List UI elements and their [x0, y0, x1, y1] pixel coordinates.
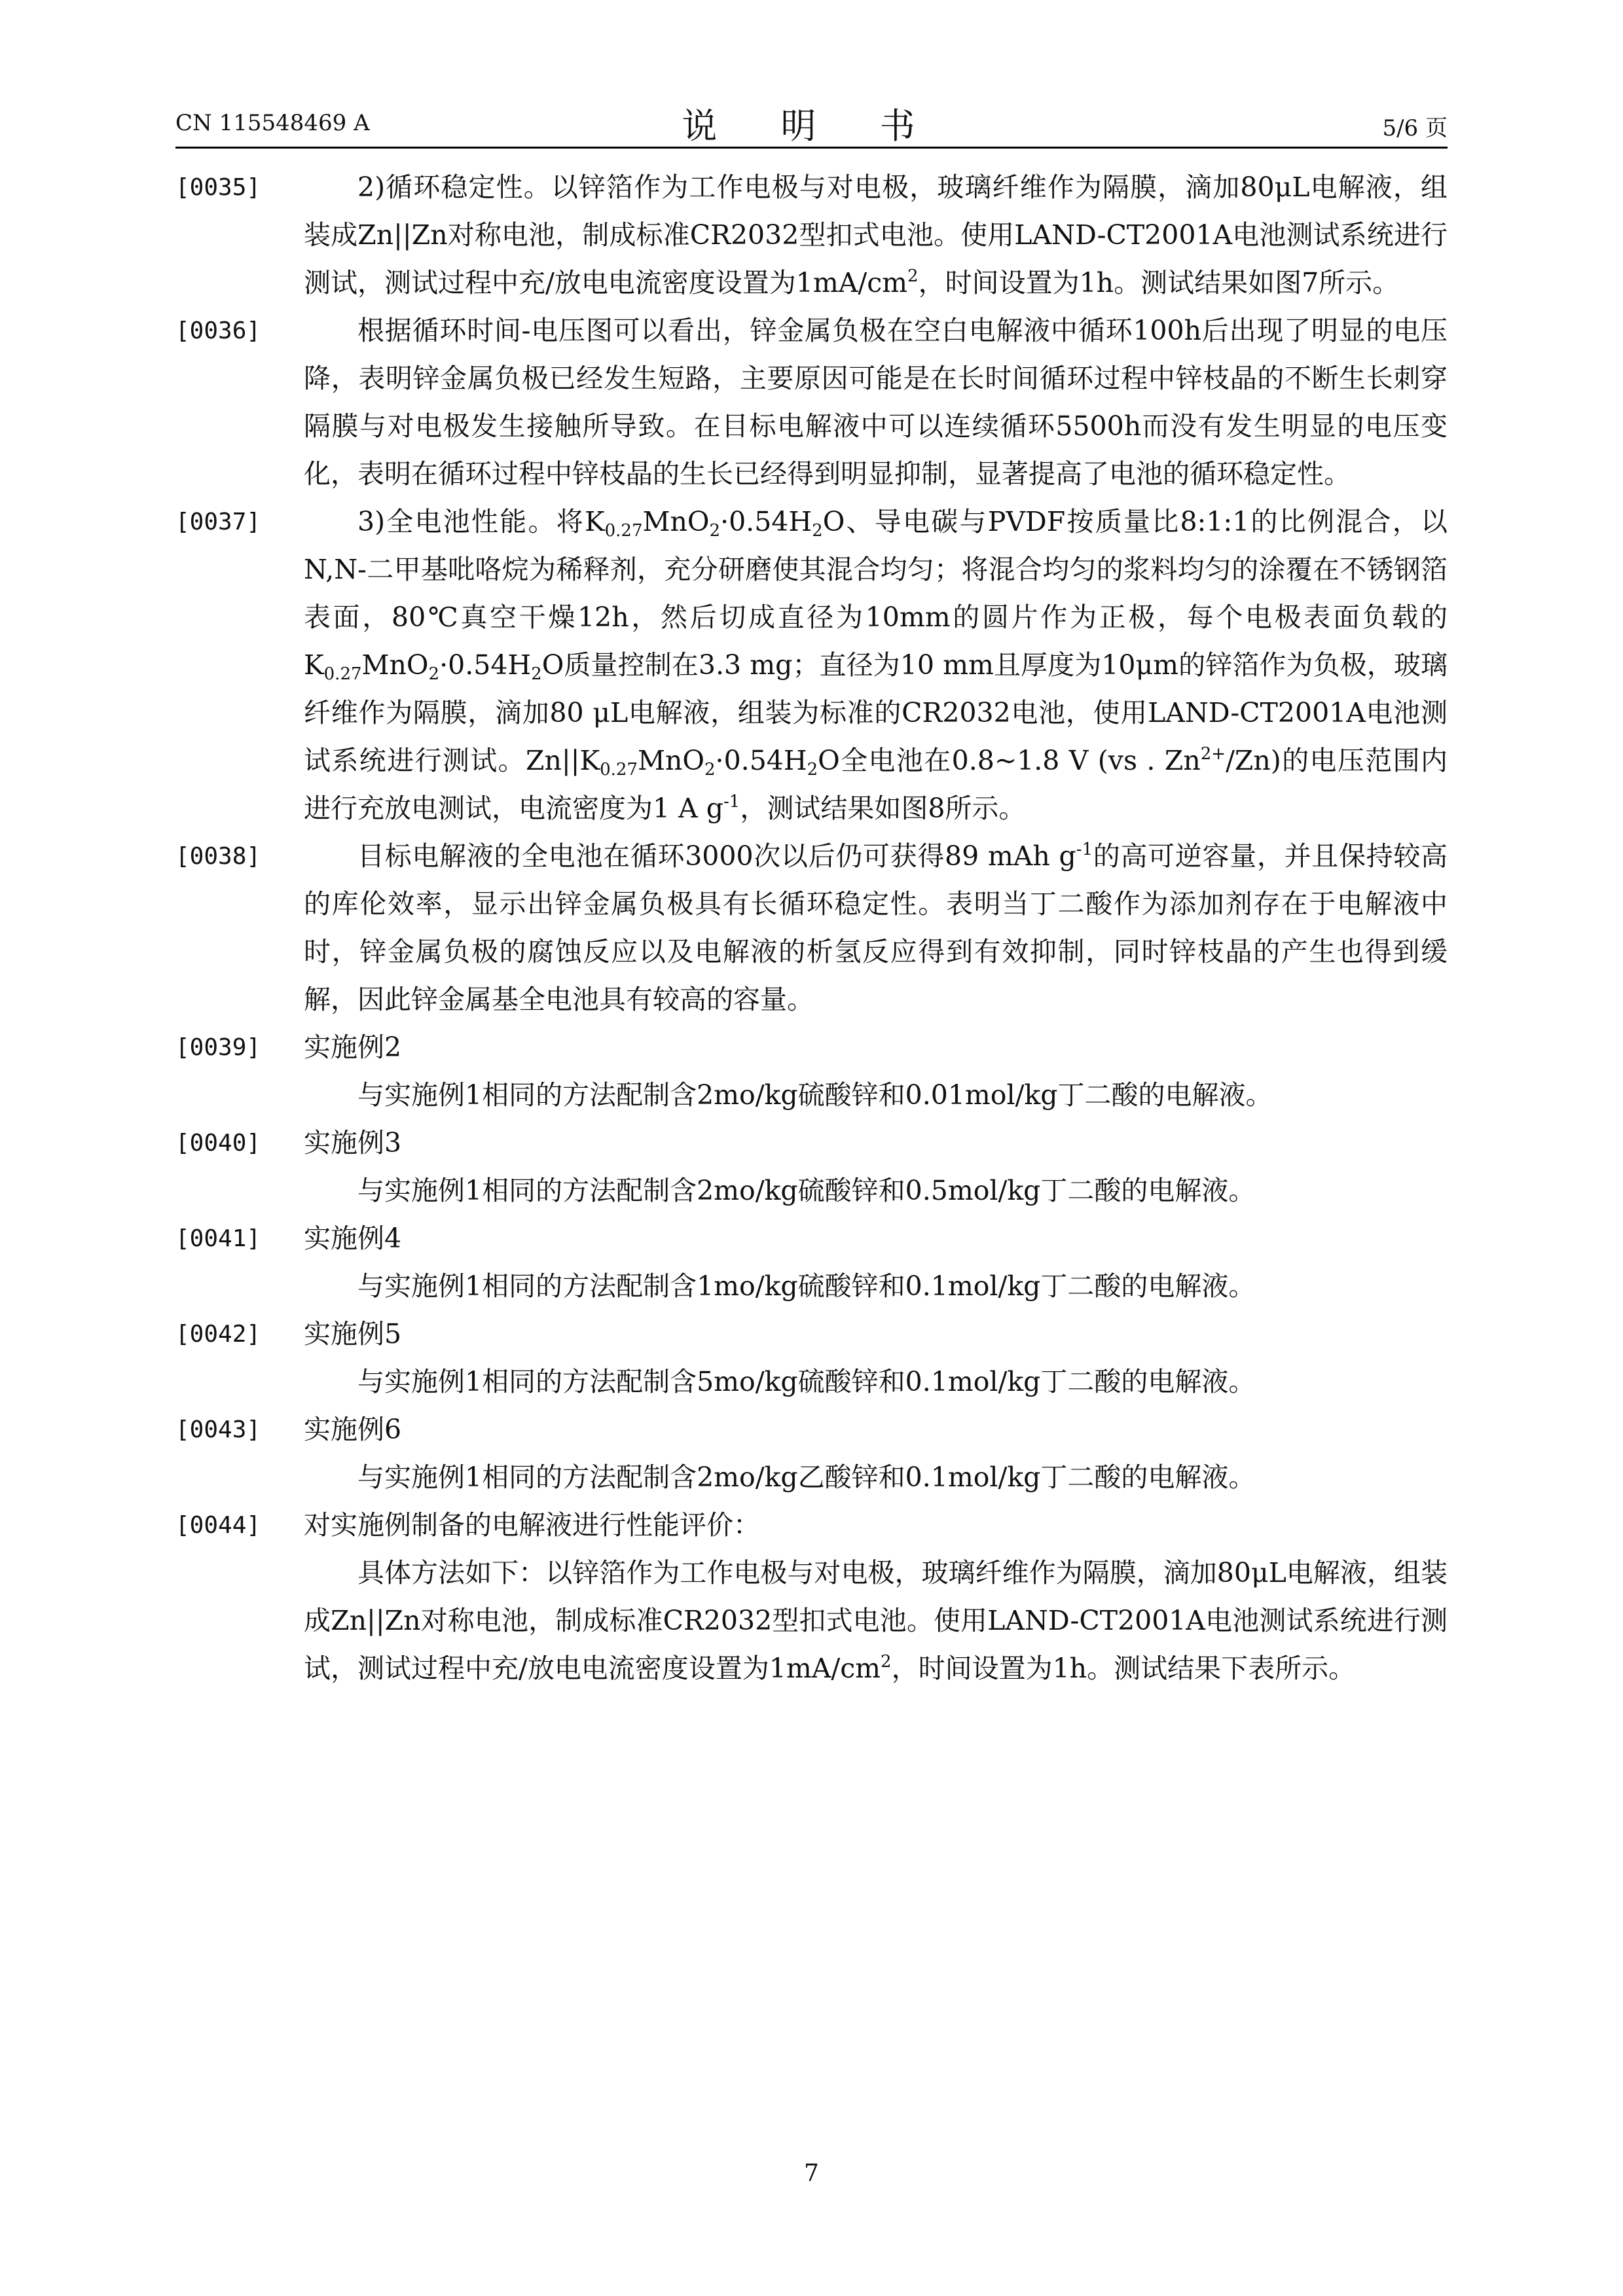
text-run: O质量控制在3.3 mg；直径为10 mm且厚度为10μm的锌箔作为负极，玻璃纤维作为隔膜，滴加80 μL电解液，组装为标准的CR2032电池，使用LAND-CT2001A电池测试系统进行测试。Zn||K — [304, 649, 1448, 776]
subscript: 2 — [428, 664, 440, 684]
text-run: ，时间设置为1h。测试结果如图7所示。 — [918, 267, 1400, 298]
subscript: 2 — [704, 760, 716, 780]
subscript: 0.27 — [323, 664, 362, 684]
paragraph-0035 — [175, 164, 1448, 307]
subscript: 2 — [807, 760, 818, 780]
paragraph-0044 — [175, 1501, 1448, 1693]
text-run: MnO — [638, 745, 704, 776]
text-run: /Zn)的电压范围内进行充放电测试，电流密度为1 A g — [304, 745, 1448, 824]
example-title: 实施例6 — [304, 1414, 402, 1445]
page-header — [175, 98, 1448, 147]
text-run: ·0.54H — [720, 506, 812, 537]
paragraph-text — [304, 833, 1448, 1024]
header-divider — [175, 147, 1448, 149]
text-run: 目标电解液的全电池在循环3000次以后仍可获得89 mAh g — [357, 840, 1076, 872]
publication-number: CN 115548469 A — [175, 110, 370, 136]
paragraph-number: [0035] — [175, 174, 261, 201]
example-detail: 与实施例1相同的方法配制含2mo/kg硫酸锌和0.01mol/kg丁二酸的电解液。 — [357, 1079, 1273, 1111]
text-run: O全电池在0.8~1.8 V (vs . Zn — [818, 745, 1201, 776]
paragraph-0039 — [175, 1024, 1448, 1119]
paragraph-0041 — [175, 1215, 1448, 1310]
paragraph-0037 — [175, 498, 1448, 833]
paragraph-text — [304, 498, 1448, 833]
superscript: 2 — [881, 1652, 892, 1672]
subscript: 0.27 — [604, 521, 643, 541]
text-run: 2)循环稳定性。以锌箔作为工作电极与对电极，玻璃纤维作为隔膜，滴加80μL电解液，组装成Zn||Zn对称电池，制成标准CR2032型扣式电池。使用LAND-CT2001A电池测试系统进行测试，测试过程中充/放电电流密度设置为1mA/cm — [304, 171, 1448, 298]
text-run: ·0.54H — [439, 649, 532, 681]
paragraph-number: [0039] — [175, 1034, 261, 1061]
paragraph-number: [0043] — [175, 1416, 261, 1443]
subscript: 0.27 — [600, 760, 638, 780]
superscript: 2+ — [1200, 744, 1226, 764]
text-run: O、导电碳与PVDF按质量比8:1:1的比例混合，以N,N-二甲基吡咯烷为稀释剂，充分研磨使其混合均匀；将混合均匀的浆料均匀的涂覆在不锈钢箔表面，80℃真空干燥12h，然后切成直径为10mm的圆片作为正极，每个电极表面负载的K — [304, 506, 1448, 681]
superscript: 2 — [907, 266, 919, 286]
text-run: 3)全电池性能。将K — [357, 506, 605, 537]
example-detail: 与实施例1相同的方法配制含1mo/kg硫酸锌和0.1mol/kg丁二酸的电解液。 — [357, 1270, 1256, 1302]
example-title: 实施例2 — [304, 1031, 402, 1063]
superscript: -1 — [723, 792, 740, 812]
example-title: 实施例5 — [304, 1318, 402, 1350]
paragraph-0040 — [175, 1119, 1448, 1215]
paragraph-number: [0036] — [175, 317, 261, 344]
paragraph-number: [0037] — [175, 509, 261, 535]
text-run: ，测试结果如图8所示。 — [740, 793, 1026, 824]
text-run: 具体方法如下：以锌箔作为工作电极与对电极，玻璃纤维作为隔膜，滴加80μL电解液，组装成Zn||Zn对称电池，制成标准CR2032型扣式电池。使用LAND-CT2001A电池测试系统进行测试，测试过程中充/放电电流密度设置为1mA/cm — [304, 1557, 1448, 1684]
page-number: 7 — [804, 2160, 819, 2187]
superscript: -1 — [1076, 840, 1093, 859]
paragraph-0038 — [175, 833, 1448, 1024]
paragraph-text: 根据循环时间-电压图可以看出，锌金属负极在空白电解液中循环100h后出现了明显的电压降，表明锌金属负极已经发生短路，主要原因可能是在长时间循环过程中锌枝晶的不断生长刺穿隔膜与对电极发生接触所导致。在目标电解液中可以连续循环5500h而没有发生明显的电压变化，表明在循环过程中锌枝晶的生长已经得到明显抑制，显著提高了电池的循环稳定性。 — [304, 315, 1448, 490]
section-title: 对实施例制备的电解液进行性能评价： — [304, 1509, 760, 1541]
text-run: MnO — [642, 506, 710, 537]
subscript: 2 — [709, 521, 721, 541]
document-body — [175, 164, 1448, 1693]
paragraph-number: [0041] — [175, 1225, 261, 1252]
subscript: 2 — [531, 664, 542, 684]
page-indicator: 5/6 页 — [1382, 115, 1448, 141]
paragraph-number: [0042] — [175, 1321, 261, 1348]
paragraph-0036 — [175, 307, 1448, 498]
text-run: ，时间设置为1h。测试结果下表所示。 — [891, 1653, 1356, 1684]
paragraph-0042 — [175, 1310, 1448, 1406]
text-run: 的高可逆容量，并且保持较高的库伦效率，显示出锌金属负极具有长循环稳定性。表明当丁二酸作为添加剂存在于电解液中时，锌金属负极的腐蚀反应以及电解液的析氢反应得到有效抑制，同时锌枝晶的产生也得到缓解，因此锌金属基全电池具有较高的容量。 — [304, 840, 1448, 1015]
example-detail: 与实施例1相同的方法配制含2mo/kg硫酸锌和0.5mol/kg丁二酸的电解液。 — [357, 1175, 1256, 1206]
text-run: ·0.54H — [715, 745, 807, 776]
example-detail: 与实施例1相同的方法配制含5mo/kg硫酸锌和0.1mol/kg丁二酸的电解液。 — [357, 1366, 1256, 1397]
paragraph-number: [0038] — [175, 843, 261, 870]
paragraph-number: [0044] — [175, 1512, 261, 1539]
example-title: 实施例4 — [304, 1223, 402, 1254]
text-run: MnO — [361, 649, 429, 681]
document-title: 说 明 书 — [682, 105, 941, 147]
example-title: 实施例3 — [304, 1127, 402, 1158]
paragraph-0043 — [175, 1406, 1448, 1501]
paragraph-number: [0040] — [175, 1130, 261, 1157]
paragraph-text — [304, 164, 1448, 307]
paragraph-text — [304, 1549, 1448, 1693]
example-detail: 与实施例1相同的方法配制含2mo/kg乙酸锌和0.1mol/kg丁二酸的电解液。 — [357, 1462, 1256, 1493]
subscript: 2 — [812, 521, 823, 541]
